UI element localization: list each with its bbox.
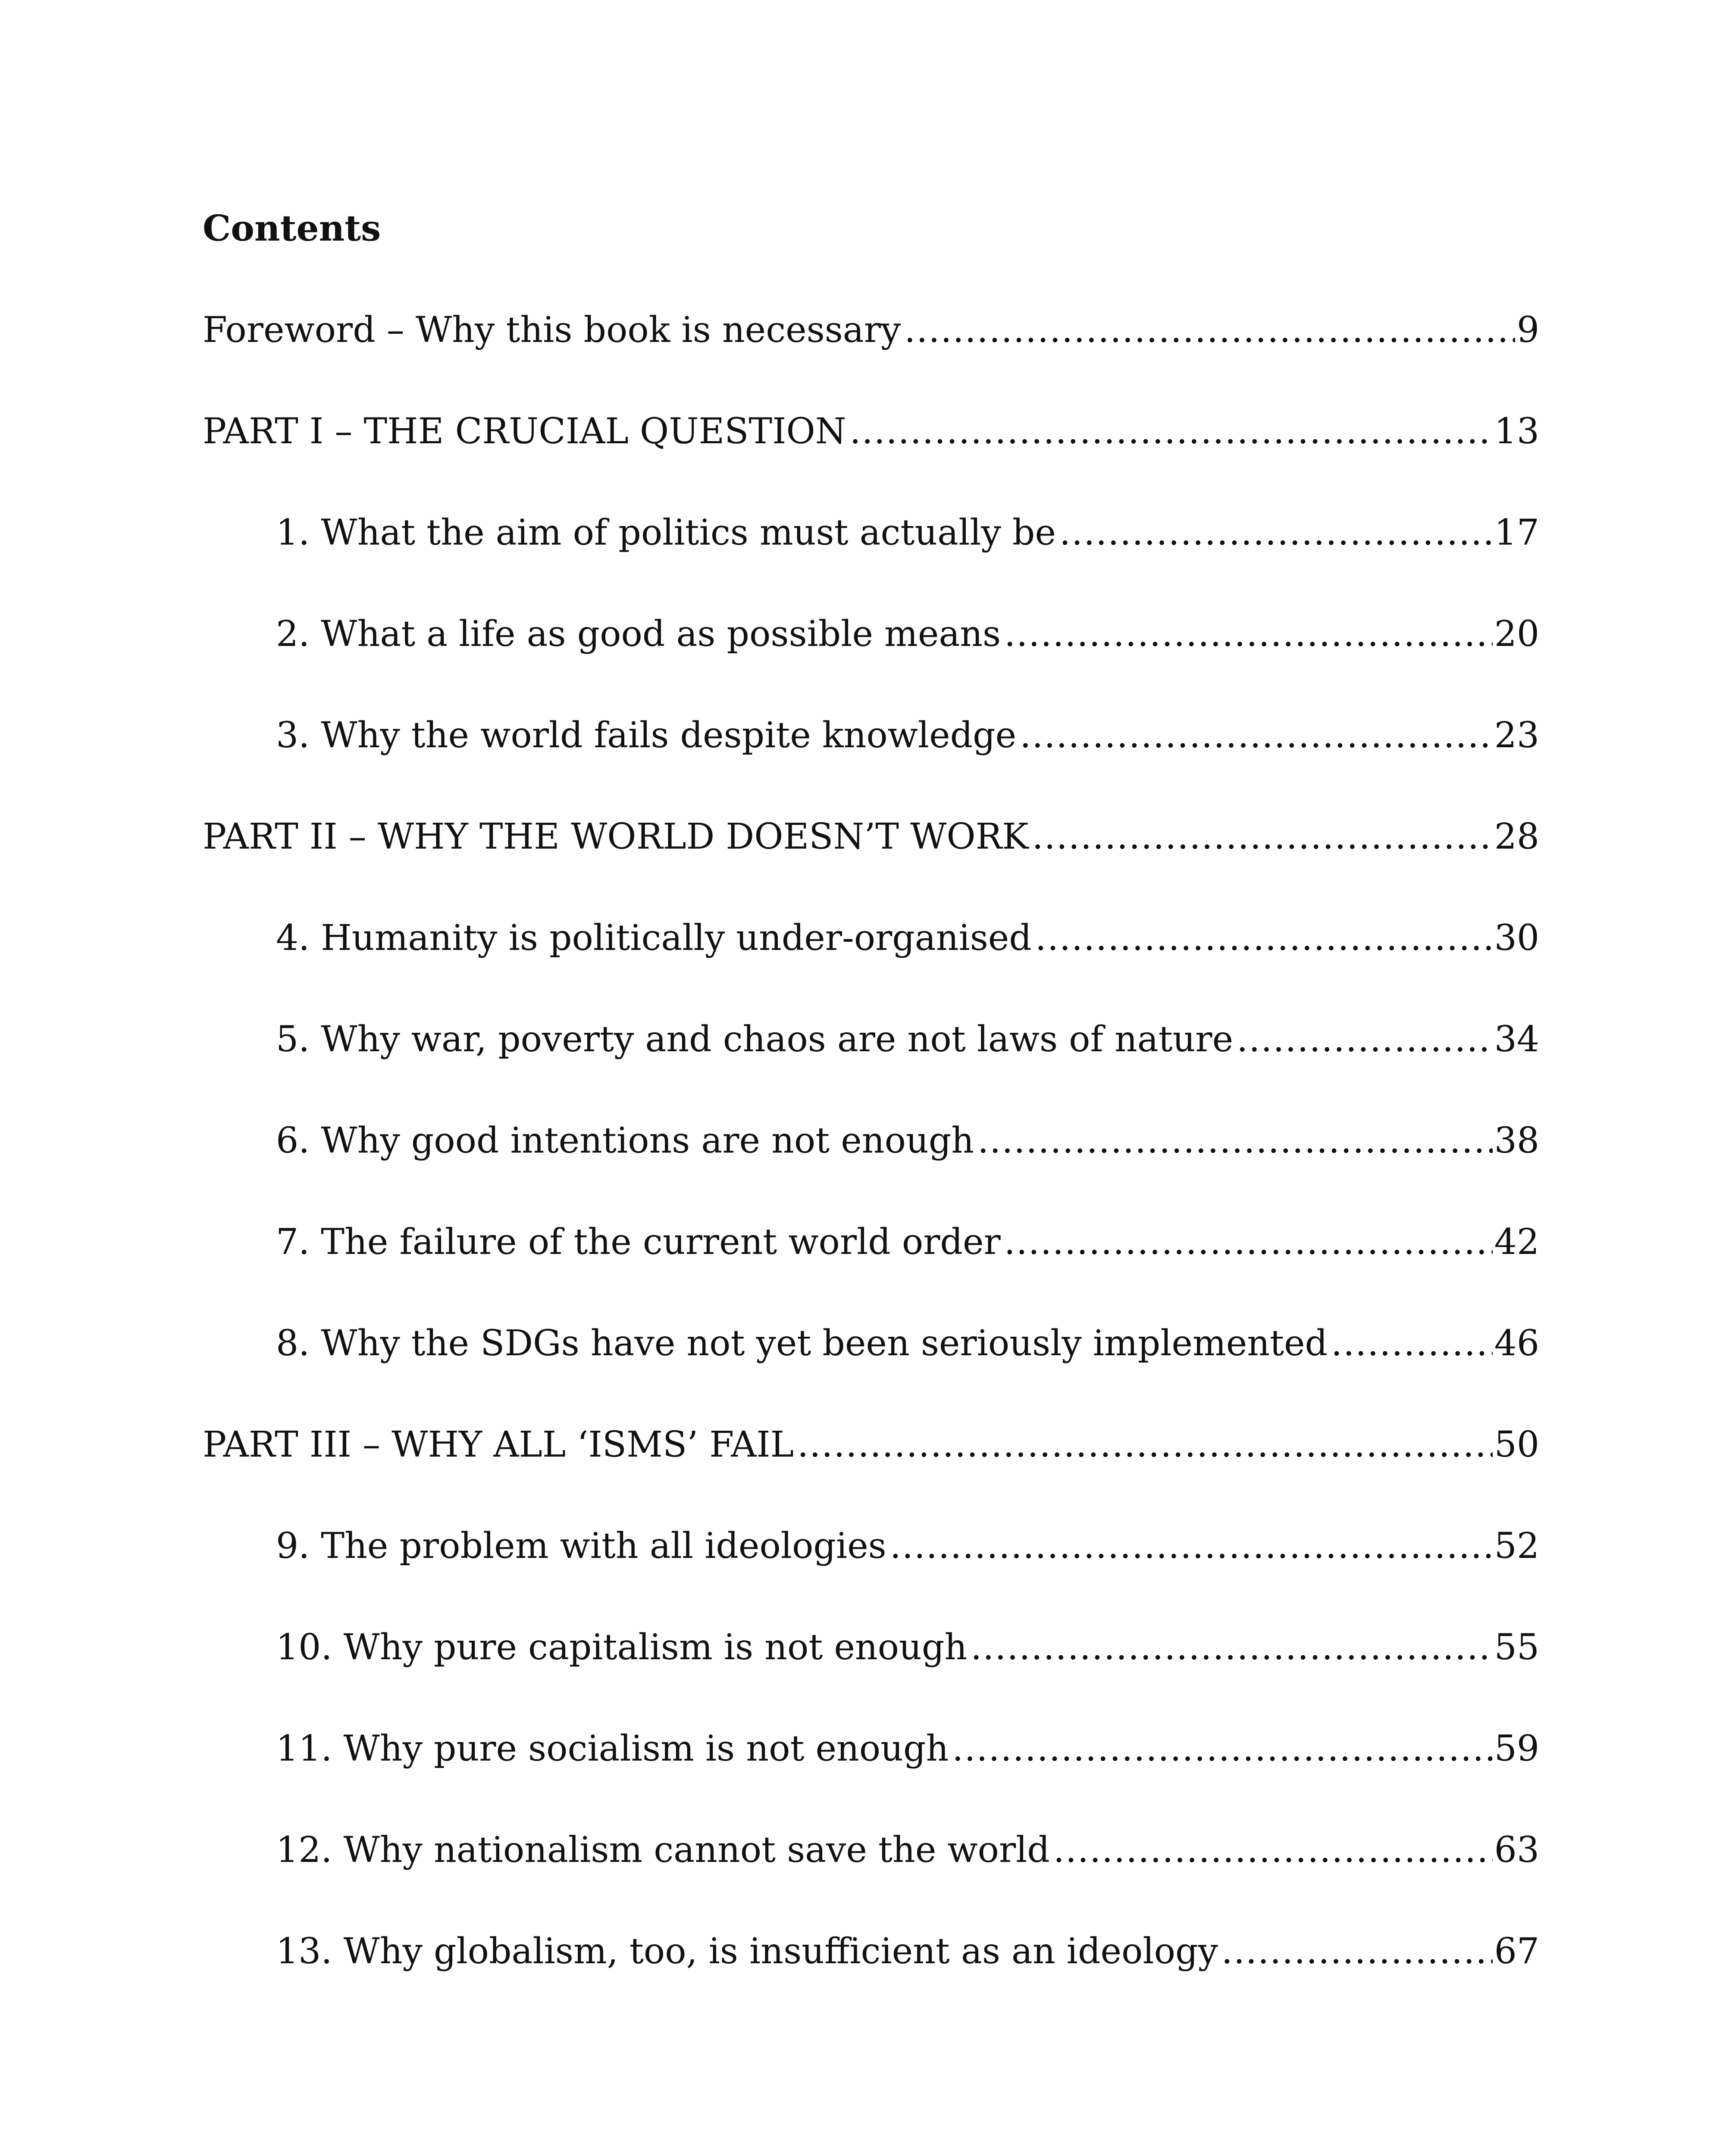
toc-dot-leader <box>952 1725 1492 1773</box>
toc-dot-leader <box>890 1523 1493 1570</box>
toc-heading: Contents <box>203 208 381 249</box>
toc-dot-leader <box>1035 915 1493 962</box>
toc-chapter-entry <box>203 1624 1539 1725</box>
toc-dot-leader <box>1020 712 1492 759</box>
toc-entry-title: 9. The problem with all ideologies <box>276 1526 886 1567</box>
toc-chapter-entry <box>203 1320 1539 1421</box>
toc-page-number: 42 <box>1494 1222 1539 1263</box>
toc-page-number: 30 <box>1494 918 1539 959</box>
toc-page-number: 23 <box>1494 715 1539 756</box>
toc-entry-title: 7. The failure of the current world order <box>276 1222 1001 1263</box>
toc-page-number: 38 <box>1494 1120 1539 1161</box>
toc-page-number: 20 <box>1494 614 1539 655</box>
toc-entry-title: Foreword – Why this book is necessary <box>203 310 901 351</box>
toc-dot-leader <box>1221 1928 1493 1975</box>
toc-page-number: 55 <box>1494 1627 1539 1668</box>
toc-entry-title: PART III – WHY ALL ‘ISMS’ FAIL <box>203 1424 794 1465</box>
toc-page-number: 17 <box>1494 512 1539 553</box>
toc-entry-title: 2. What a life as good as possible means <box>276 614 1001 655</box>
toc-chapter-entry <box>203 712 1539 813</box>
toc-dot-leader <box>1004 611 1493 658</box>
toc-dot-leader <box>797 1421 1493 1469</box>
toc-chapter-entry <box>203 1827 1539 1928</box>
toc-page-number: 13 <box>1494 411 1539 452</box>
toc-entry-title: 4. Humanity is politically under-organised <box>276 918 1032 959</box>
toc-dot-leader <box>977 1117 1493 1165</box>
toc-entry-title: 6. Why good intentions are not enough <box>276 1120 974 1161</box>
toc-chapter-entry <box>203 1725 1539 1827</box>
toc-page-number: 9 <box>1516 310 1539 351</box>
toc-entry-title: PART I – THE CRUCIAL QUESTION <box>203 411 846 452</box>
toc-page-number: 59 <box>1494 1728 1539 1769</box>
toc-dot-leader <box>849 408 1492 455</box>
toc-chapter-entry <box>203 1523 1539 1624</box>
toc-chapter-entry <box>203 509 1539 611</box>
toc-chapter-entry <box>203 1117 1539 1219</box>
toc-dot-leader <box>1331 1320 1493 1367</box>
toc-entry-title: 10. Why pure capitalism is not enough <box>276 1627 968 1668</box>
toc-entry-title: 3. Why the world fails despite knowledge <box>276 715 1017 756</box>
toc-chapter-entry <box>203 1219 1539 1320</box>
toc-page-number: 63 <box>1494 1830 1539 1871</box>
toc-dot-leader <box>1237 1016 1493 1063</box>
toc-entry-title: 13. Why globalism, too, is insufficient as an ideology <box>276 1931 1218 1972</box>
toc-entry-title: 11. Why pure socialism is not enough <box>276 1728 949 1769</box>
toc-part-entry <box>203 307 1539 408</box>
toc-page-number: 52 <box>1494 1526 1539 1567</box>
toc-part-entry <box>203 1421 1539 1523</box>
toc-dot-leader <box>1032 813 1493 861</box>
toc-part-entry <box>203 813 1539 915</box>
toc-entry-title: PART II – WHY THE WORLD DOESN’T WORK <box>203 816 1029 857</box>
toc-entry-title: 12. Why nationalism cannot save the world <box>276 1830 1050 1871</box>
toc-list <box>203 307 1539 2029</box>
toc-entry-title: 8. Why the SDGs have not yet been seriously implemented <box>276 1323 1328 1364</box>
toc-chapter-entry <box>203 915 1539 1016</box>
toc-chapter-entry <box>203 1928 1539 2029</box>
toc-dot-leader <box>971 1624 1492 1671</box>
toc-chapter-entry <box>203 1016 1539 1117</box>
toc-dot-leader <box>1004 1219 1493 1266</box>
toc-page-number: 28 <box>1494 816 1539 857</box>
toc-page-number: 50 <box>1494 1424 1539 1465</box>
toc-part-entry <box>203 408 1539 509</box>
toc-dot-leader <box>1059 509 1493 557</box>
toc-page-number: 67 <box>1494 1931 1539 1972</box>
toc-dot-leader <box>1053 1827 1493 1874</box>
toc-chapter-entry <box>203 611 1539 712</box>
toc-dot-leader <box>904 307 1515 354</box>
toc-entry-title: 1. What the aim of politics must actually be <box>276 512 1056 553</box>
toc-page-number: 46 <box>1494 1323 1539 1364</box>
toc-entry-title: 5. Why war, poverty and chaos are not laws of nature <box>276 1019 1234 1060</box>
toc-page-number: 34 <box>1494 1019 1539 1060</box>
